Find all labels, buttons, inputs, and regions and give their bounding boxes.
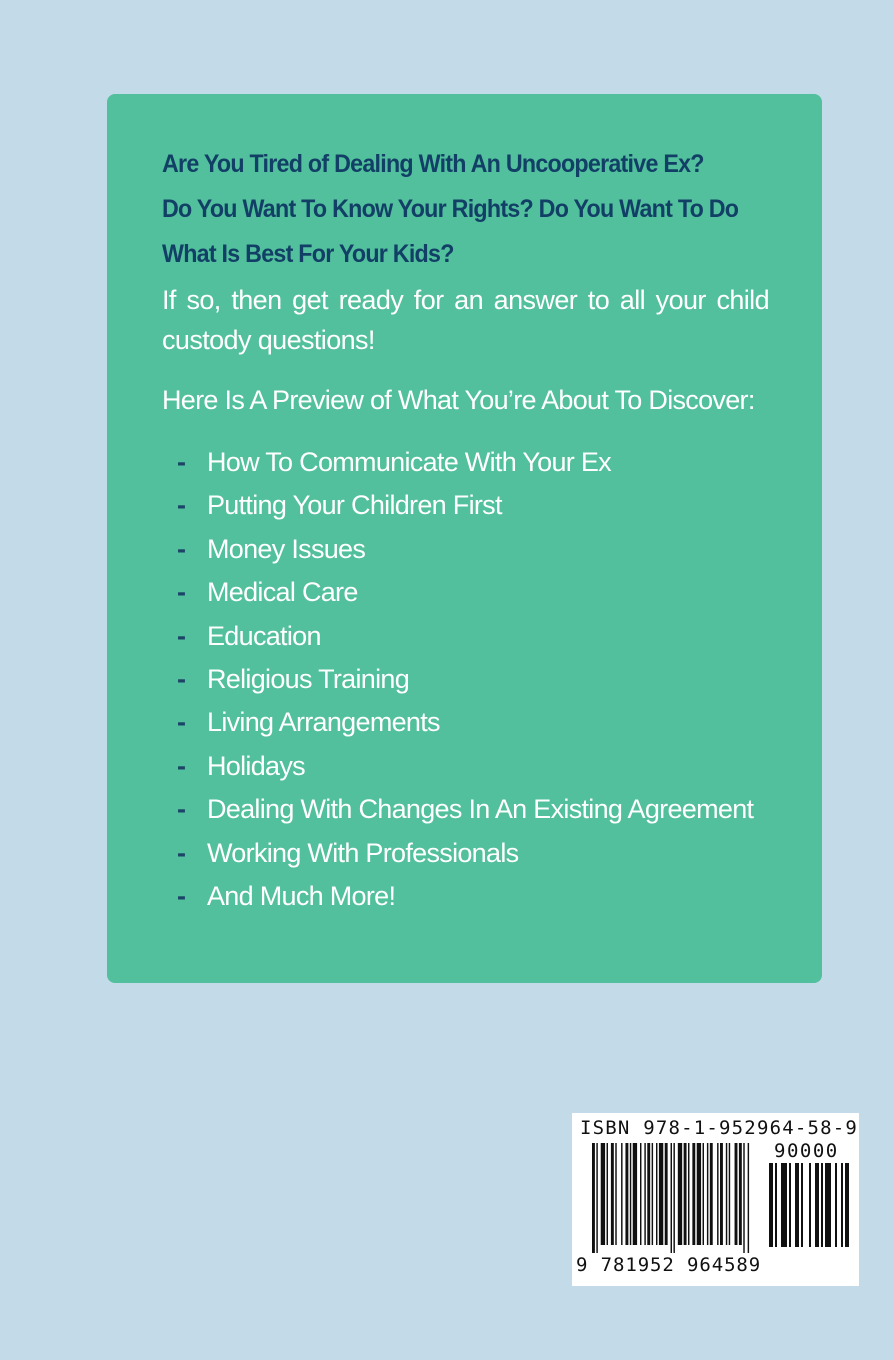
- list-item: [177, 788, 753, 831]
- list-item: [177, 441, 753, 484]
- bullet-dash: -: [177, 533, 186, 564]
- barcode-addon-bars-icon: [769, 1163, 851, 1255]
- feature-text: Putting Your Children First: [207, 490, 502, 521]
- list-item: [177, 528, 753, 571]
- bullet-dash: -: [177, 663, 186, 694]
- preview-heading: Here Is A Preview of What You’re About To Discover:: [162, 385, 755, 415]
- bullet-dash: -: [177, 837, 186, 868]
- feature-list: [177, 441, 753, 918]
- feature-text: Working With Professionals: [207, 837, 519, 868]
- headline-line: Do You Want To Know Your Rights? Do You Want To Do: [162, 195, 739, 223]
- bullet-dash: -: [177, 577, 186, 608]
- feature-text: Money Issues: [207, 533, 366, 564]
- feature-text: Education: [207, 620, 321, 651]
- list-item: [177, 658, 753, 701]
- headline: [162, 142, 739, 277]
- feature-text: Medical Care: [207, 577, 358, 608]
- list-item: [177, 832, 753, 875]
- feature-text: Dealing With Changes In An Existing Agreement: [207, 794, 754, 825]
- bullet-dash: -: [177, 490, 186, 521]
- list-item: [177, 615, 753, 658]
- barcode-digits: 9 781952 964589: [576, 1254, 762, 1276]
- bullet-dash: -: [177, 707, 186, 738]
- feature-text: How To Communicate With Your Ex: [207, 447, 611, 477]
- feature-text: Holidays: [207, 750, 305, 781]
- bullet-dash: -: [177, 750, 186, 781]
- feature-text: Religious Training: [207, 663, 410, 694]
- isbn-barcode: [572, 1113, 859, 1286]
- list-item: [177, 745, 753, 788]
- bullet-dash: -: [177, 880, 186, 911]
- headline-line: What Is Best For Your Kids?: [162, 240, 454, 268]
- list-item: [177, 484, 753, 527]
- headline-line: Are You Tired of Dealing With An Uncooperative Ex?: [162, 150, 704, 178]
- barcode-bars-icon: [592, 1143, 752, 1253]
- bullet-dash: -: [177, 794, 186, 825]
- list-item: [177, 875, 753, 918]
- intro-line: If so, then get ready for an answer to all your child: [162, 285, 769, 315]
- bullet-dash: -: [177, 447, 186, 477]
- feature-text: Living Arrangements: [207, 707, 440, 738]
- list-item: [177, 701, 753, 744]
- list-item: [177, 571, 753, 614]
- intro-paragraph: [162, 280, 769, 360]
- description-panel: [107, 94, 822, 983]
- isbn-label: ISBN 978-1-952964-58-9: [580, 1117, 859, 1139]
- bullet-dash: -: [177, 620, 186, 651]
- feature-text: And Much More!: [207, 880, 396, 911]
- intro-line: custody questions!: [162, 325, 375, 355]
- price-code: 90000: [774, 1140, 839, 1162]
